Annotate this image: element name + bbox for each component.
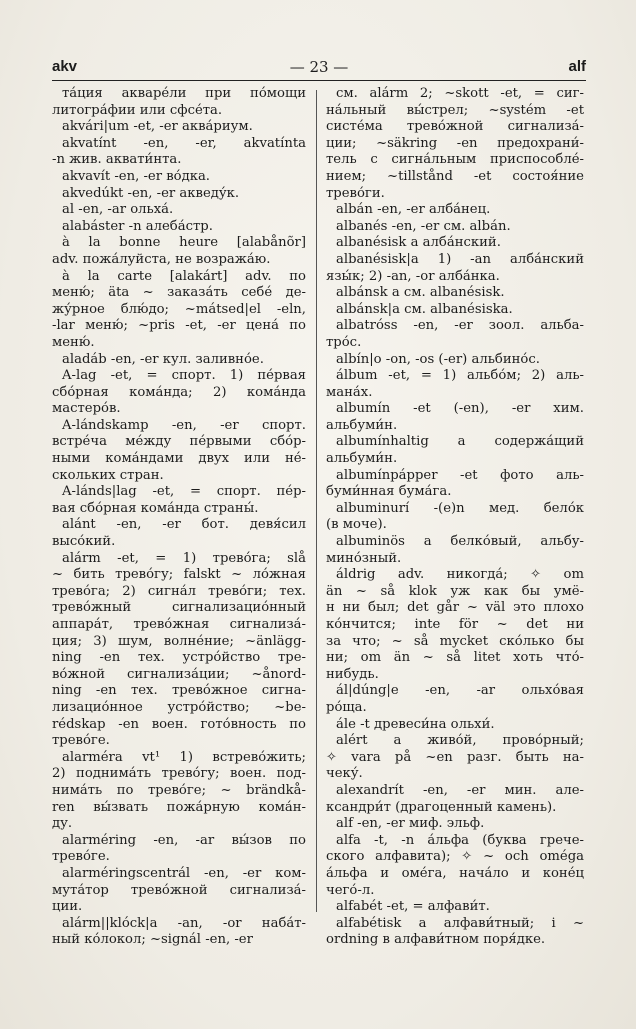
entry-line: ále -t древеси́на ольхи́. (336, 716, 495, 732)
dictionary-entry (326, 683, 584, 716)
dictionary-entry (326, 318, 584, 351)
entry-line: alf -en, -er миф. эльф. (336, 816, 485, 832)
entry-line: трево́жный сигнализацио́нный (52, 600, 306, 616)
header-last-word: alf (568, 58, 586, 75)
entry-line: ксандри́т (драгоценный камень). (326, 799, 557, 815)
entry-line: albumínpápper -et фото аль- (336, 467, 584, 483)
entry-line: adv. пожа́луйста, не возража́ю. (52, 251, 271, 267)
entry-line: alarméra vt¹ 1) встрево́жить; (62, 749, 306, 765)
entry-line: ции; ~säkring -en предохрани́- (326, 135, 584, 151)
entry-line: albín|o -on, -os (-er) альбино́с. (336, 351, 540, 367)
entry-line: albumín -et (-en), -er хим. (336, 401, 584, 417)
dictionary-entry (52, 235, 306, 268)
entry-line: литогра́фии или сфсе́та. (52, 102, 223, 118)
dictionary-entry (52, 484, 306, 517)
entry-line: ко́нчится; inte för ~ det ни (326, 617, 584, 632)
entry-line: ✧ vara på ~en разг. быть на- (326, 749, 584, 765)
entry-line: al -en, -ar ольха́. (62, 202, 174, 218)
dictionary-entry (326, 285, 584, 302)
entry-line: akvatínt -en, -er, akvatínta (62, 135, 306, 151)
dictionary-entry (52, 86, 306, 119)
entry-line: трево́ги. (326, 185, 385, 201)
entry-line: нием; ~tillstånd -et состоя́ние (326, 168, 584, 184)
dictionary-entry (326, 833, 584, 899)
entry-line: álbum -et, = 1) альбо́м; 2) аль- (336, 368, 584, 384)
dictionary-entry (52, 119, 306, 136)
entry-line: alfa -t, -n а́льфа (буква грече- (336, 832, 584, 848)
entry-line: жу́рное блю́до; ~mátsed|el -eln, (52, 301, 306, 317)
entry-line: A-lag -et, = спорт. 1) пе́рвая (62, 368, 306, 384)
page-number: — 23 — (289, 58, 349, 76)
entry-line: albuminurí -(e)n мед. бело́к (336, 500, 584, 516)
entry-line: ordning в алфави́тном поря́дке. (326, 932, 546, 948)
entry-line: скольких стран. (52, 467, 164, 483)
dictionary-entry (52, 916, 306, 949)
dictionary-entry (52, 750, 306, 833)
entry-line: встре́ча ме́жду пе́рвыми сбо́р- (52, 434, 306, 450)
dictionary-entry (326, 86, 584, 202)
entry-line: ду. (52, 816, 73, 832)
entry-line: albanésisk a алба́нский. (336, 235, 501, 251)
entry-line: аппара́т, трево́жная сигнализа́- (52, 617, 306, 632)
entry-line: áldrig adv. никогда́; ✧ om (336, 567, 584, 583)
entry-line: akvári|um -et, -er аква́риум. (62, 119, 253, 135)
entry-line: albatróss -en, -er зоол. альба- (336, 318, 584, 334)
entry-line: ный ко́локол; ~signál -en, -er (52, 932, 253, 948)
dictionary-entry (52, 202, 306, 219)
entry-line: alárm||klóck|a -an, -or наба́т- (62, 915, 306, 931)
dictionary-entry (326, 434, 584, 467)
dictionary-entry (52, 169, 306, 186)
entry-line: alfabét -et, = алфави́т. (336, 899, 490, 915)
dictionary-entry (326, 899, 584, 916)
dictionary-entry (52, 551, 306, 750)
entry-line: трево́ге. (52, 849, 110, 865)
entry-line: ского алфавита); ✧ ~ och oméga (326, 849, 584, 865)
dictionary-entry (326, 352, 584, 369)
entry-line: akvavít -en, -er во́дка. (62, 168, 210, 184)
entry-line: alexandrít -en, -er мин. але- (336, 782, 584, 798)
entry-line: за что; ~ så mycket ско́лько бы (326, 633, 584, 649)
entry-line: alánt -en, -er бот. девя́сил (62, 517, 306, 533)
entry-line: A-lándskamp -en, -er спорт. (62, 417, 306, 433)
left-column (52, 86, 306, 949)
entry-line: альбуми́н. (326, 451, 398, 467)
entry-line: alért a живо́й, прово́рный; (336, 733, 584, 749)
dictionary-entry (52, 136, 306, 169)
entry-line: нибудь. (326, 666, 379, 682)
entry-line: язы́к; 2) -an, -or алба́нка. (326, 268, 500, 284)
entry-line: во́жной сигнализа́ции; ~ånord- (52, 666, 306, 682)
entry-line: ни; om än ~ så litet хоть что́- (326, 650, 584, 666)
entry-line: ция; 3) шум, волне́ние; ~änlägg- (52, 633, 306, 649)
entry-line: ning -en тех. устро́йство тре- (52, 650, 306, 666)
entry-line: меню́. (52, 334, 95, 350)
entry-line: albanés -en, -er см. albán. (336, 218, 511, 234)
entry-line: än ~ så klok уж как бы умё- (326, 583, 584, 599)
entry-line: ции. (52, 899, 83, 915)
dictionary-entry (326, 252, 584, 285)
entry-line: 2) поднима́ть трево́гу; воен. под- (52, 766, 306, 782)
entry-line: мана́х. (326, 384, 373, 400)
entry-line: см. alárm 2; ~skott -et, = сиг- (336, 86, 584, 101)
entry-line: albanésisk|a 1) -an алба́нский (336, 251, 584, 267)
entry-line: ~ бить трево́гу; falskt ~ ло́жная (52, 567, 306, 583)
entry-line: rédskap -en воен. гото́вность по (52, 716, 306, 732)
entry-line: aladáb -en, -er кул. заливно́е. (62, 351, 264, 367)
entry-line: нима́ть по трево́ге; ~ brändkå- (52, 782, 306, 798)
entry-line: ren вы́звать пожа́рную кома́н- (52, 799, 306, 815)
entry-line: alárm -et, = 1) трево́га; slå (62, 550, 306, 566)
entry-line: ными кома́ндами двух или не́- (52, 451, 306, 467)
dictionary-entry (52, 269, 306, 352)
entry-line: трево́ге. (52, 733, 110, 749)
entry-line: тель с сигна́льным приспособле́- (326, 152, 584, 168)
entry-line: akvedúkt -en, -er акведу́к. (62, 185, 240, 201)
dictionary-entry (326, 235, 584, 252)
entry-line: albumínhaltig a содержа́щий (336, 434, 584, 450)
dictionary-entry (52, 418, 306, 484)
page-header (52, 56, 586, 82)
entry-line: та́ция акваре́ли при по́мощи (62, 86, 306, 101)
entry-line: а́льфа и оме́га, нача́ло и коне́ц (326, 865, 584, 881)
dictionary-entry (326, 916, 584, 949)
entry-line: мута́тор трево́жной сигнализа́- (52, 882, 306, 898)
entry-line: альбуми́н. (326, 417, 398, 433)
entry-line: albánsk|a см. albanésiska. (336, 301, 513, 317)
header-first-word: akv (52, 58, 78, 75)
dictionary-entry (326, 219, 584, 236)
dictionary-entry (326, 783, 584, 816)
dictionary-entry (52, 219, 306, 236)
dictionary-entry (326, 717, 584, 734)
dictionary-entry (52, 866, 306, 916)
entry-line: н ни был; det går ~ väl это плохо (326, 600, 584, 616)
entry-line: albuminös a белко́вый, альбу- (336, 534, 584, 550)
entry-line: мино́зный. (326, 550, 402, 566)
dictionary-entry (52, 517, 306, 550)
entry-line: трево́га; 2) сигна́л трево́ги; тех. (52, 583, 306, 599)
dictionary-entry (326, 468, 584, 501)
entry-line: alabáster -n алеба́стр. (62, 218, 213, 234)
entry-line: (в моче). (326, 517, 387, 533)
entry-line: à la carte [alakárt] adv. по (62, 268, 306, 284)
dictionary-entry (52, 368, 306, 418)
header-rule (52, 80, 586, 81)
entry-line: ál|dúng|e -en, -ar ольхо́вая (336, 683, 584, 699)
entry-line: albán -en, -er алба́нец. (336, 202, 491, 218)
entry-line: вая сбо́рная кома́нда страны́. (52, 500, 259, 516)
entry-line: систе́ма трево́жной сигнализа́- (326, 119, 584, 135)
entry-line: alarméringscentrál -en, -er ком- (62, 865, 306, 881)
dictionary-entry (52, 186, 306, 203)
entry-line: -lar меню́; ~pris -et, -er цена́ по (52, 318, 306, 334)
dictionary-entry (52, 833, 306, 866)
column-divider (316, 90, 317, 912)
dictionary-entry (326, 567, 584, 683)
right-column (326, 86, 584, 949)
entry-line: alarméring -en, -ar вы́зов по (62, 832, 306, 848)
dictionary-entry (326, 302, 584, 319)
entry-line: ро́ща. (326, 699, 367, 715)
dictionary-entry (326, 733, 584, 783)
dictionary-entry (326, 368, 584, 401)
entry-line: лизацио́нное устро́йство; ~be- (52, 699, 306, 715)
entry-line: мастеро́в. (52, 401, 121, 417)
entry-line: ning -en тех. трево́жное сигна- (52, 683, 306, 699)
entry-line: -n жив. аквати́нта. (52, 152, 182, 168)
dictionary-entry (52, 352, 306, 369)
entry-line: буми́нная бума́га. (326, 484, 452, 500)
entry-line: чего́-л. (326, 882, 375, 898)
dictionary-entry (326, 816, 584, 833)
dictionary-entry (326, 501, 584, 534)
entry-line: на́льный вы́стрел; ~systém -et (326, 102, 584, 118)
entry-line: высо́кий. (52, 534, 116, 550)
entry-line: чеку́. (326, 766, 363, 782)
entry-line: A-lánds|lag -et, = спорт. пе́р- (62, 484, 306, 500)
entry-line: тро́с. (326, 334, 362, 350)
dictionary-entry (326, 202, 584, 219)
entry-line: alfabétisk a алфави́тный; i ~ (336, 915, 584, 931)
entry-line: меню́; äta ~ заказа́ть себе́ де- (52, 285, 306, 301)
dictionary-entry (326, 534, 584, 567)
entry-line: albánsk a см. albanésisk. (336, 285, 505, 301)
dictionary-entry (326, 401, 584, 434)
entry-line: à la bonne heure [alabånõr] (62, 235, 306, 251)
entry-line: сбо́рная кома́нда; 2) кома́нда (52, 384, 306, 400)
